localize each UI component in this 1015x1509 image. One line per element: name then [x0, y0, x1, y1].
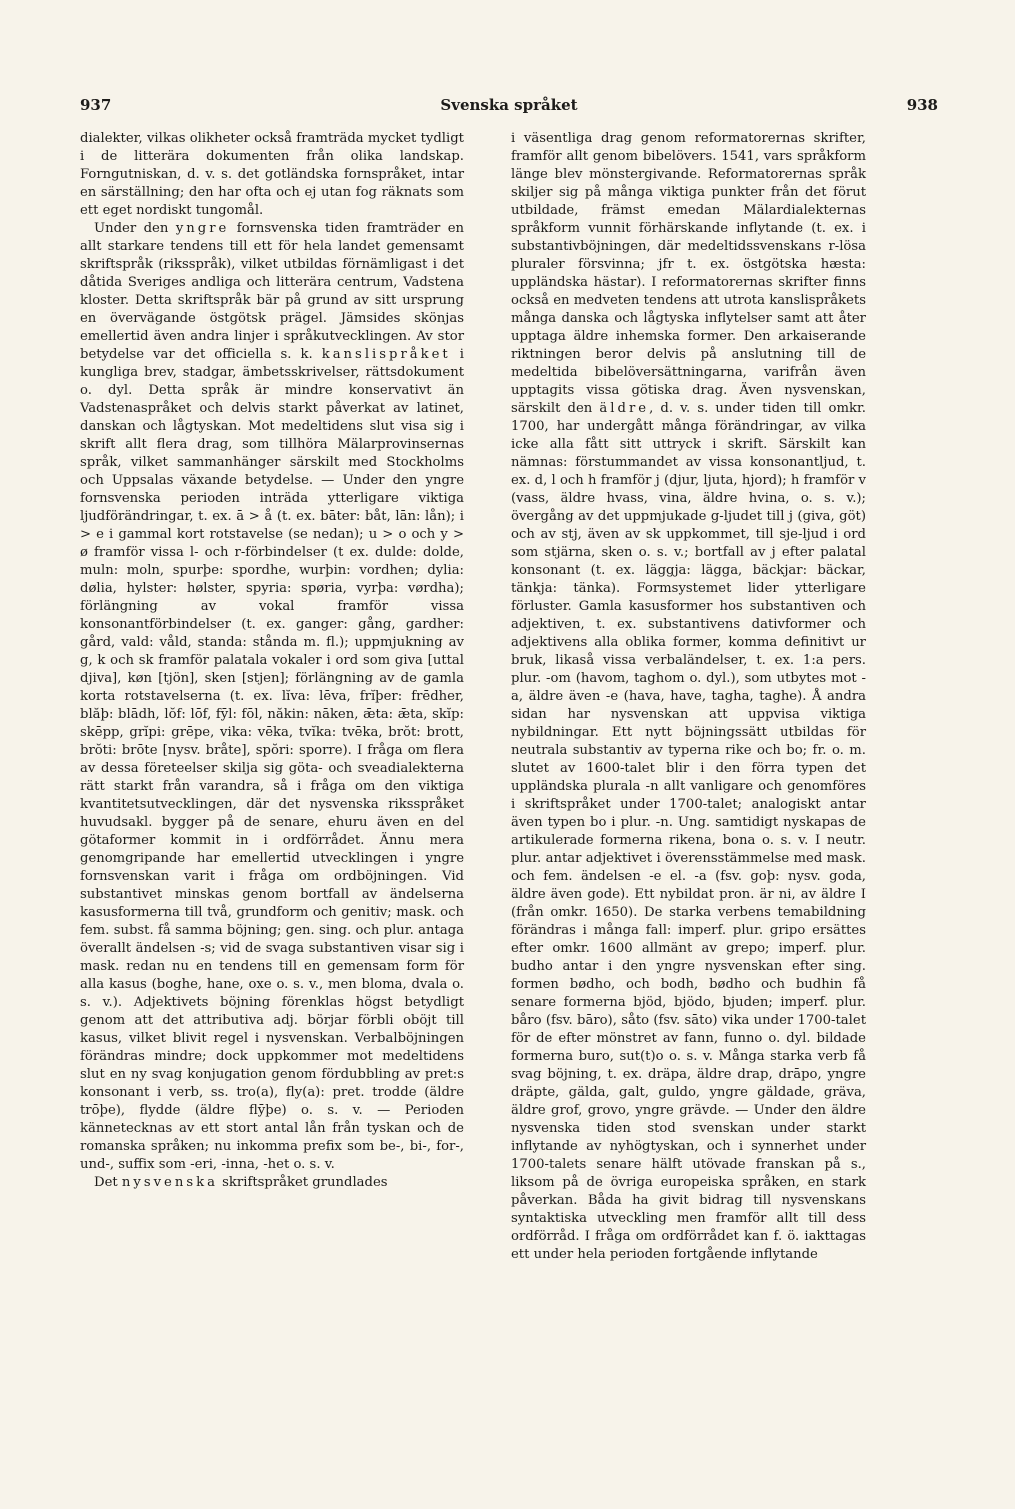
right-column [511, 130, 866, 1264]
page-number-left: 937 [80, 96, 112, 114]
page-number-right: 938 [906, 96, 938, 114]
paragraph [80, 1174, 464, 1192]
spaced-emphasis: kanslispråket [321, 347, 451, 362]
page-header [80, 96, 938, 120]
spaced-emphasis: yngre [175, 221, 230, 236]
text-run: fornsvenska tiden framträder en allt starkare tendens till ett för hela landet gemensamt skriftspråk (riksspråk), vilket utbildas förnämligast i det dåtida Sveriges andliga och litterära centrum, Vadstena kloster. Detta skriftspråk bär på grund av sitt ursprung en övervägande östgötsk prägel. Jämsides skönjas emellertid även andra linjer i språkutvecklingen. Av stor betydelse var det officiella s. k. [80, 221, 464, 362]
text-run: Det [94, 1175, 122, 1190]
text-run: Under den [94, 221, 176, 236]
paragraph [80, 220, 464, 1174]
paragraph [511, 130, 866, 1264]
text-run: i kungliga brev, stadgar, ämbetsskrivelser, rättsdokument o. dyl. Detta språk är mindre konservativt än Vadstenaspråket och delvis starkt påverkat av latinet, danskan och lågtyskan. Mot medeltidens slut visa sig i skrift allt flera drag, som tillhöra Mälarprovinsernas språk, vilket sammanhänger särskilt med Stockholms och Uppsalas växande betydelse. — Under den yngre fornsvenska perioden inträda ytterligare viktiga ljudförändringar, t. ex. ā > å (t. ex. bāter: båt, lān: lån); i > e i gammal kort rotstavelse (se nedan); u > o och y > ø framför vissa l- och r-förbindelser (t ex. dulde: dolde, muln: moln, spurþe: spordhe, wurþin: vordhen; dylia: dølia, hylster: hølster, spyria: spøria, vyrþa: vørdha); förlängning av vokal framför vissa konsonantförbindelser (t. ex. ganger: gång, gardher: gård, vald: våld, standa: stånda m. fl.); uppmjukning av g, k och sk framför palatala vokaler i ord som giva [uttal djiva], køn [tjön], sken [stjen]; förlängning av de gamla korta rotstavelserna (t. ex. lĭva: lēva, frĭþer: frēdher, blăþ: blādh, lŏf: lōf, fȳl: fōl, năkin: nāken, ǣta: ǣta, skĭp: skēpp, grĭpi: grēpe, vika: vēka, tvĭka: tvēka, brŏt: brott, brŏti: brōte [nysv. bråte], spŏri: sporre). I fråga om flera av dessa företeelser skilja sig göta- och sveadialekterna rätt starkt från varandra, så i fråga om den viktiga kvantitetsutvecklingen, där det nysvenska riksspråket huvudsakl. bygger på de senare, ehuru även en del götaformer kommit in i ordförrådet. Ännu mera genomgripande har emellertid utvecklingen i yngre fornsvenskan varit i fråga om ordböjningen. Vid substantivet minskas genom bortfall av ändelserna kasusformerna till två, grundform och genitiv; mask. och fem. subst. få samma böjning; gen. sing. och plur. antaga överallt ändelsen -s; vid de svaga substantiven visar sig i mask. redan nu en tendens till en gemensam form för alla kasus (boghe, hane, oxe o. s. v., men bloma, dvala o. s. v.). Adjektivets böjning förenklas högst betydligt genom att det attributiva adj. börjar förbli oböjt till kasus, vilket blivit regel i nysvenskan. Verbalböjningen förändras mindre; dock uppkommer mot medeltidens slut en ny svag konjugation genom fördubbling av pret:s konsonant i verb, ss. tro(a), fly(a): pret. trodde (äldre trōþe), flydde (äldre flȳþe) o. s. v. — Perioden kännetecknas av ett stort antal lån från tyskan och de romanska språken; nu inkomma prefix som be-, bi-, for-, und-, suffix som -eri, -inna, -het o. s. v. [80, 347, 464, 1172]
spaced-emphasis: äldre [599, 401, 650, 416]
left-column [80, 130, 464, 1192]
text-run: skriftspråket grundlades [217, 1175, 388, 1190]
text-run: i väsentliga drag genom reformatorernas skrifter, framför allt genom bibelövers. 1541, vars språkform länge blev mönstergivande. Reformatorernas språk skiljer sig på många viktiga punkter från det förut utbildade, främst emedan Mälardialekternas språkform vunnit förhärskande inflytande (t. ex. i substantivböjningen, där medeltidssvenskans r-lösa pluraler försvinna; jfr t. ex. östgötska hæsta: uppländska hästar). I reformatorernas skrifter finns också en medveten tendens att utrota kanslispråkets många danska och lågtyska inflytelser samt att åter upptaga äldre inhemska former. Den arkaiserande riktningen beror delvis på anslutning till de medeltida bibelöversättningarna, varifrån även upptagits vissa götiska drag. Även nysvenskan, särskilt den [511, 131, 866, 416]
spaced-emphasis: nysvenska [121, 1175, 218, 1190]
running-title: Svenska språket [440, 96, 578, 114]
text-run: , d. v. s. under tiden till omkr. 1700, har undergått många förändringar, av vilka icke alla fått sitt uttryck i skrift. Särskilt kan nämnas: förstummandet av vissa konsonantljud, t. ex. d, l och h framför j (djur, ljuta, hjord); h framför v (vass, äldre hvass, vina, äldre hvina, o. s. v.); övergång av det uppmjukade g-ljudet till j (giva, göt) och av stj, även av sk uppkommet, till sje-ljud i ord som stjärna, sken o. s. v.; bortfall av j efter palatal konsonant (t. ex. läggja: lägga, bäckjar: bäckar, tänkja: tänka). Formsystemet lider ytterligare förluster. Gamla kasusformer hos substantiven och adjektiven, t. ex. substantivens dativformer och adjektivens alla oblika former, komma definitivt ur bruk, likaså vissa verbaländelser, t. ex. 1:a pers. plur. -om (havom, taghom o. dyl.), som utbytes mot -a, äldre även -e (hava, have, tagha, taghe). Å andra sidan har nysvenskan att uppvisa viktiga nybildningar. Ett nytt böjningssätt utbildas för neutrala substantiv av typerna rike och bo; fr. o. m. slutet av 1600-talet blir i den förra typen det uppländska plurala -n allt vanligare och genomföres i skriftspråket under 1700-talet; analogiskt antar även typen bo i plur. -n. Ung. samtidigt nyskapas de artikulerade formerna rikena, bona o. s. v. I neutr. plur. antar adjektivet i överensstämmelse med mask. och fem. ändelsen -e el. -a (fsv. goþ: nysv. goda, äldre även gode). Ett nybildat pron. är ni, av äldre I (från omkr. 1650). De starka verbens temabildning förändras i många fall: imperf. plur. gripo ersättes efter omkr. 1600 allmänt av grepo; imperf. plur. budho antar i den yngre nysvenskan efter sing. formen bødho, och bodh, bødho och budhin få senare formerna bjöd, bjödo, bjuden; imperf. plur. båro (fsv. bāro), såto (fsv. sāto) vika under 1700-talet för de efter mönstret av fann, funno o. dyl. bildade formerna buro, sut(t)o o. s. v. Många starka verb få svag böjning, t. ex. dräpa, äldre drap, drāpo, yngre dräpte, gälda, galt, guldo, yngre gäldade, gräva, äldre grof, grovo, yngre grävde. — Under den äldre nysvenska tiden stod svenskan under starkt inflytande av nyhögtyskan, och i synnerhet under 1700-talets senare hälft utövade franskan på s., liksom på de övriga europeiska språken, en stark påverkan. Båda ha givit bidrag till nysvenskans syntaktiska utveckling men framför allt till dess ordförråd. I fråga om ordförrådet kan f. ö. iakttagas ett under hela perioden fortgående inflytande [511, 401, 866, 1262]
paragraph: dialekter, vilkas olikheter också framträda mycket tydligt i de litterära dokumenten från olika landskap. Forngutniskan, d. v. s. det gotländska fornspråket, intar en särställning; den har ofta och ej utan fog räknats som ett eget nordiskt tungomål. [80, 131, 464, 218]
